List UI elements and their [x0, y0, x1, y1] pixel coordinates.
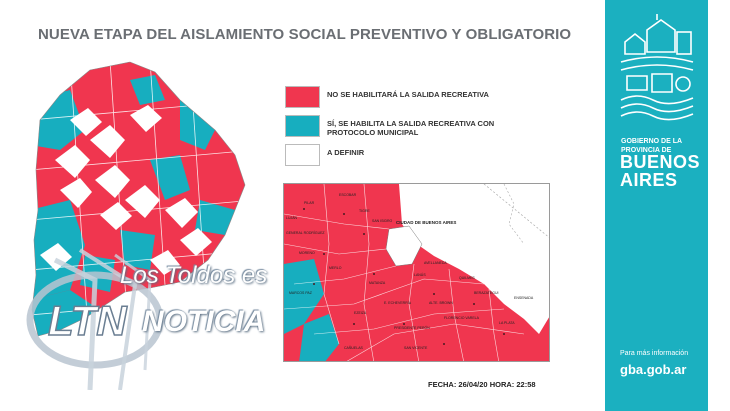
- label-quilmes: QUILMES: [459, 276, 475, 280]
- brand-url-link[interactable]: gba.gob.ar: [620, 362, 687, 377]
- label-lujan: LUJÁN: [286, 216, 298, 220]
- brand-info-label: Para más información: [620, 350, 689, 357]
- brand-panel: [605, 0, 708, 411]
- detail-map: [283, 183, 550, 362]
- legend-swatch-white: [285, 144, 320, 166]
- legend-swatch-teal: [285, 115, 320, 137]
- date-time: FECHA: 26/04/20 HORA: 22:58: [428, 380, 536, 389]
- label-general-rodriguez: GENERAL RODRÍGUEZ: [286, 231, 325, 235]
- legend-label: A DEFINIR: [327, 148, 365, 157]
- brand-province-name: BUENOS AIRES: [620, 152, 701, 190]
- ltn-text: LTN: [48, 297, 127, 344]
- label-ensenada: ENSENADA: [514, 296, 534, 300]
- label-san-vicente: SAN VICENTE: [404, 346, 428, 350]
- label-presidente-peron: PRESIDENTE PERÓN: [394, 326, 430, 330]
- label-ezeiza: EZEIZA: [354, 311, 367, 315]
- legend-item-con-protocolo: [285, 115, 515, 140]
- label-alte-brown: ALTE. BROWN: [429, 301, 453, 305]
- detail-map-graphic: [284, 184, 550, 362]
- label-escobar: ESCOBAR: [339, 193, 357, 197]
- label-merlo: MERLO: [329, 266, 342, 270]
- label-lanus: LANÚS: [414, 273, 426, 277]
- label-san-isidro: SAN ISIDRO: [372, 219, 393, 223]
- legend: [285, 86, 515, 173]
- legend-item-a-definir: [285, 144, 515, 169]
- label-moreno: MORENO: [299, 251, 315, 255]
- label-tigre: TIGRE: [359, 209, 370, 213]
- watermark-line1: Los Toldos es: [120, 262, 268, 289]
- label-marcos-paz: MARCOS PAZ: [289, 291, 312, 295]
- legend-item-no-recreativa: [285, 86, 515, 111]
- label-e-echeverria: E. ECHEVERRÍA: [384, 301, 412, 305]
- label-berazategui: BERAZATEGUI: [474, 291, 499, 295]
- watermark-line2: NOTICIA: [142, 305, 266, 338]
- legend-swatch-red: [285, 86, 320, 108]
- legend-label: SÍ, SE HABILITA LA SALIDA RECREATIVA CON PROTOCOLO MUNICIPAL: [327, 119, 495, 137]
- label-avellaneda: AVELLANEDA: [424, 261, 447, 265]
- label-caba: CIUDAD DE BUENOS AIRES: [396, 220, 457, 225]
- page-title: NUEVA ETAPA DEL AISLAMIENTO SOCIAL PREVENTIVO Y OBLIGATORIO: [38, 26, 572, 43]
- gba-skyline-logo-icon: [617, 12, 697, 127]
- label-la-plata: LA PLATA: [499, 321, 515, 325]
- legend-label: NO SE HABILITARÁ LA SALIDA RECREATIVA: [327, 90, 489, 99]
- brand-government-label: GOBIERNO DE LA PROVINCIA DE: [621, 138, 682, 154]
- label-matanza: MATANZA: [369, 281, 386, 285]
- label-canuelas: CAÑUELAS: [344, 346, 363, 350]
- label-pilar: PILAR: [304, 201, 315, 205]
- label-florencio-varela: FLORENCIO VARELA: [444, 316, 479, 320]
